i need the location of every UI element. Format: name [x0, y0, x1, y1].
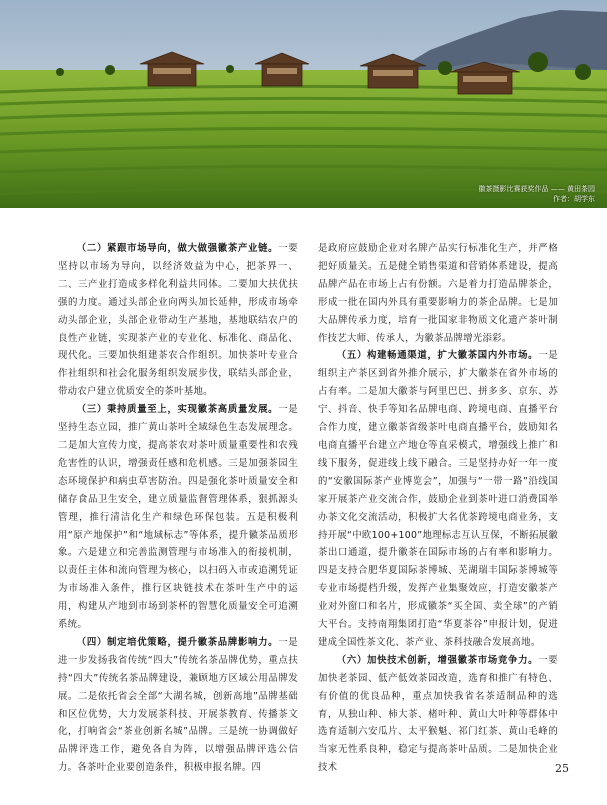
section-heading: （二）紧跟市场导向，做大做强徽茶产业链。: [76, 243, 279, 254]
paragraph-text: 一要加快老茶园、低产低效茶园改造，选育和推广有特色、有价值的优良品种，重点加快我省名茶适制品种的选育，从独山种、柿大茶、楮叶种、黄山大叶种等群体中选育适制六安瓜片、太平猴魁、祁门红茶、黄山毛峰的当家无性系良种，稳定与提高茶叶品质。二是加快企业技术: [318, 654, 558, 774]
right-column: [318, 240, 558, 777]
paragraph-text: 一是坚持生态立园，推广黄山茶叶全域绿色生态发展理念。二是加大宣传力度，提高茶农对茶叶质量重要性和农残危害性的认识，增强责任感和危机感。三是加强茶园生态环境保护和病虫草害防治。四是强化茶叶质量安全和储存食品卫生安全，建立质量监督管理体系，狠抓源头管理，推行清洁化生产和绿色环保包装。五是积极利用“原产地保护”和“地域标志”等体系，提升徽茶品质形象。六是建立和完善监测管理与市场准入的衔接机制，以责任主体和流向管理为核心，以扫码入市或追溯凭证为市场准入条件，推行区块链技术在茶叶生产中的运用，构建从产地到市场到茶杯的智慧化质量安全可追溯系统。: [58, 404, 298, 631]
paragraph: [58, 401, 298, 634]
article-body: [58, 240, 559, 780]
paragraph-text: 一要坚持以市场为导向，以经济效益为中心，把茶界一、二、三产业打造成多样化利益共同体。二要加大扶优扶强的力度。通过头部企业向两头加长延伸，形成市场牵动头部企业，头部企业带动生产基地，基地联结农户的良性产业链，实现茶产业的专业化、标准化、商品化、现代化。三要加快组建茶农合作组织。加快茶叶专业合作社组织和社会化服务组织发展步伐，联结头部企业，带动农户建立优质安全的茶叶基地。: [58, 243, 298, 398]
left-column: [58, 240, 298, 777]
paragraph-text: 是政府应鼓励企业对名牌产品实行标准化生产，并严格把好质量关。五是健全销售渠道和营销体系建设，提高品牌产品在市场上占有份额。六是着力打造品牌茶企，形成一批在国内外具有重要影响力的茶企品牌。七是加大品牌传承力度，培育一批国家非物质文化遗产茶叶制作技艺大师、传承人，为徽茶品牌增光添彩。: [318, 243, 558, 344]
paragraph: [318, 652, 558, 777]
photo-caption-author: 作者：胡学东: [553, 195, 595, 203]
section-heading: （四）制定培优策略，提升徽茶品牌影响力。: [76, 636, 279, 648]
section-heading: （六）加快技术创新，增强徽茶市场竞争力。: [336, 654, 539, 666]
paragraph: [58, 240, 298, 401]
paragraph: [58, 634, 298, 777]
page-number: 25: [555, 762, 569, 775]
photo-caption: [479, 184, 595, 204]
tea-garden-photo: [0, 0, 607, 208]
photo-caption-title: 徽茶摄影比赛获奖作品 —— 黄田茶园: [478, 185, 595, 193]
paragraph-text: 一是组织主产茶区到省外推介展示，扩大徽茶在省外市场的占有率。二是加大徽茶与阿里巴巴、拼多多、京东、苏宁、抖音、快手等知名品牌电商、跨境电商、直播平台合作力度，建立徽茶省级茶叶电商直播平台，鼓励知名电商直播平台建立产地仓等直采模式，增强线上推广和线下服务，促进线上线下融合。三是坚持办好一年一度的“安徽国际茶产业博览会”，加强与“一带一路”沿线国家开展茶产业交流合作，鼓励企业到茶叶进口消费国举办茶文化交流活动，积极扩大名优茶跨境电商业务，支持开展“中欧100+100”地理标志互认互保，不断拓展徽茶出口通道，提升徽茶在国际市场的占有率和影响力。四是支持合肥华夏国际茶博城、芜湖瑞丰国际茶博城等专业市场提档升级，发挥产业集聚效应，打造安徽茶产业对外窗口和名片，形成徽茶“买全国、卖全球”的产销大平台。支持南翔集团打造“华夏茶谷”申报计划，促进建成全国性茶文化、茶产业、茶科技融合发展高地。: [318, 350, 558, 648]
paragraph: [318, 347, 558, 651]
paragraph-text: 一是进一步发扬我省传统“四大”传统名茶品牌优势，重点扶持“四大”传统名茶品牌建设，兼顾地方区域公用品牌发展。二是依托省会全部“大湖名城，创新高地”品牌基础和区位优势，大力发展茶科技、开展茶教育、传播茶文化，打响省会“茶业创新名城”品牌。三是统一协调做好品牌评选工作，避免各自为阵，以增强品牌评选公信力。各茶叶企业要创造条件，积极申报名牌。四: [58, 636, 298, 774]
section-heading: （五）构建畅通渠道，扩大徽茶国内外市场。: [336, 350, 539, 362]
paragraph: [318, 240, 558, 347]
section-heading: （三）秉持质量至上，实现徽茶高质量发展。: [76, 404, 279, 416]
